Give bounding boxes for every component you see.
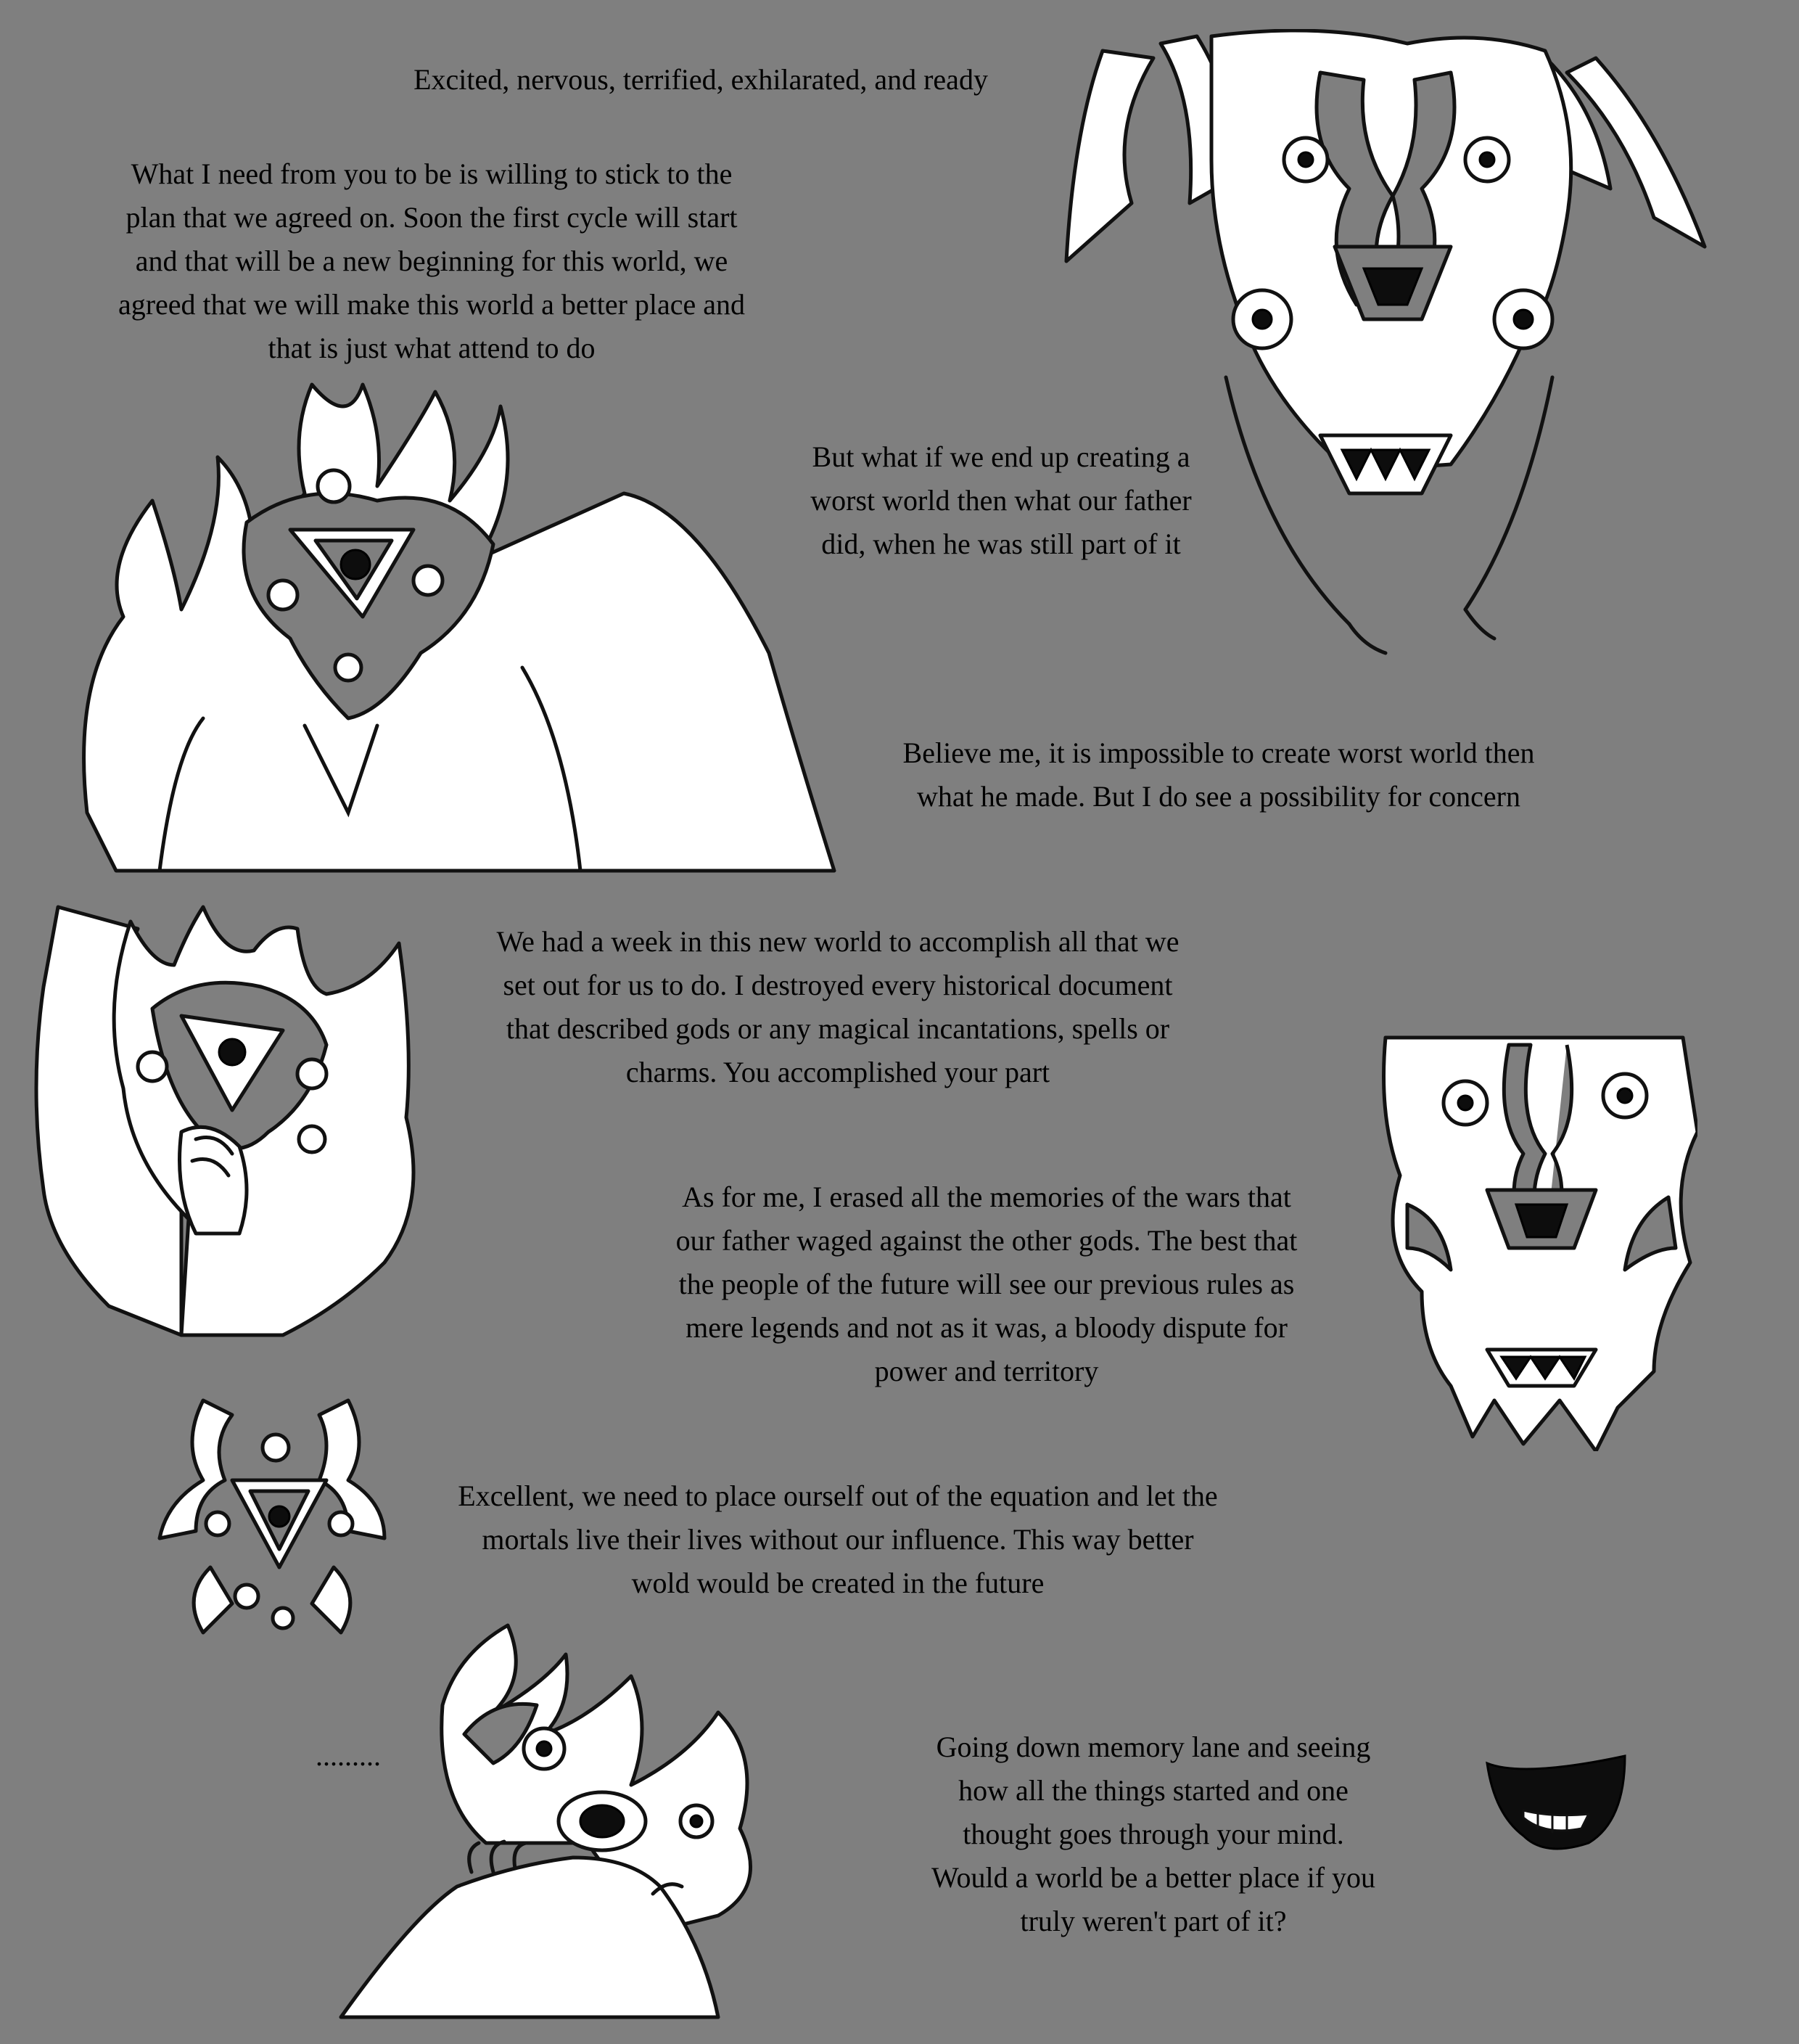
caption-believe-me: Believe me, it is impossible to create worst world then what he made. But I do see a possibility for concern [902,736,1535,813]
caption-erased-memories: As for me, I erased all the memories of the wars that our father waged against the other gods. The best that the people of the future will see our previous rules as mere legends and not as it was, a bloody dispute for power and territory [675,1181,1298,1387]
demon-mask-icon [1045,29,1755,668]
caption-memory-lane: Going down memory lane and seeing how all the things started and one thought goes through your mind. Would a world be a better place if you truly weren't part of it? [931,1731,1376,1937]
caption-ellipsis: ......... [316,1739,381,1772]
demon-mask-icon [1378,1030,1697,1451]
caption-excited: Excited, nervous, terrified, exhilarated, and ready [413,63,988,96]
caption-plan: What I need from you to be is willing to stick to the plan that we agreed on. Soon the first cycle will start and that will be a new beginning for this world, we agreed that we will make this world a better place and that is just what attend to do [118,157,746,364]
flame-god-icon [73,377,841,878]
grin-mouth-icon [1480,1749,1632,1858]
caption-excellent: Excellent, we need to place ourself out of the equation and let the mortals live their lives without our influence. This way better wold would be created in the future [458,1479,1218,1599]
caption-week: We had a week in this new world to accomplish all that we set out for us to do. I destroyed every historical document that described gods or any magical incantations, spells or charms. You accomplished your part [496,925,1180,1088]
caption-worst-world-question: But what if we end up creating a worst world then what our father did, when he was still part of it [810,440,1192,560]
demon-peeking-icon [326,1611,783,2024]
flame-god-thinking-icon [22,900,450,1350]
